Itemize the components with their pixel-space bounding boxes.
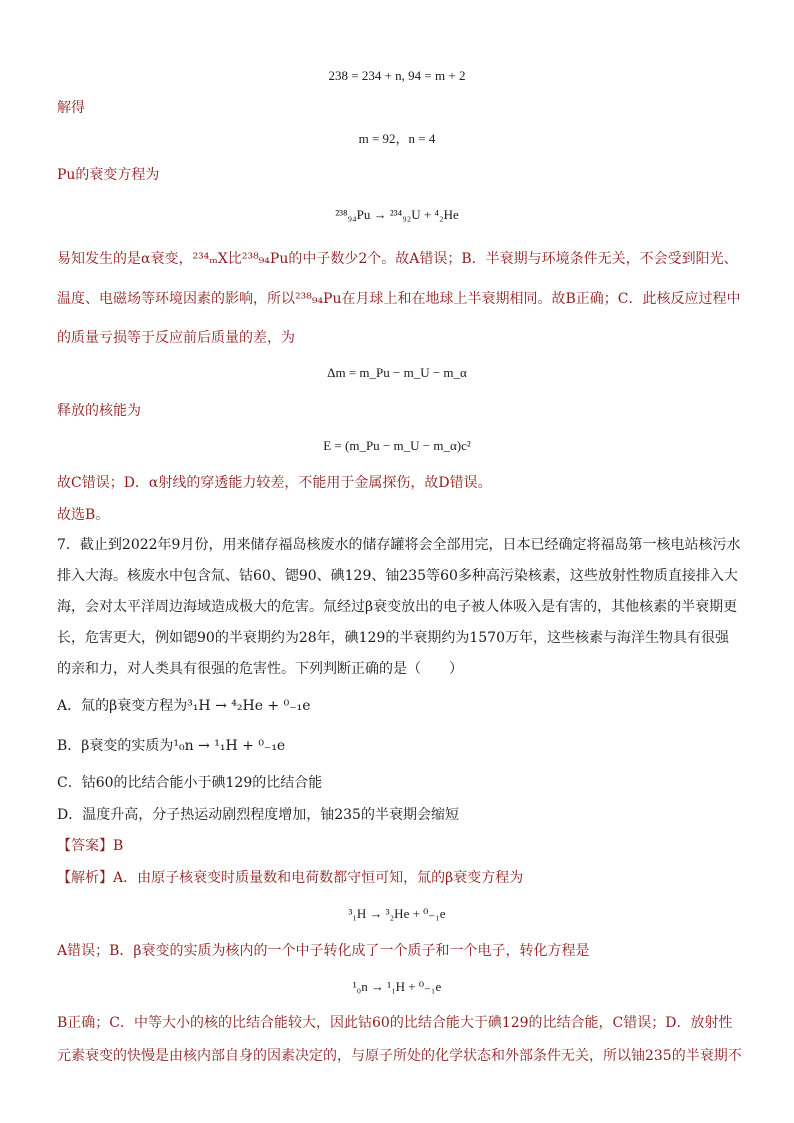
option-c: C．钴60的比结合能小于碘129的比结合能 bbox=[57, 775, 323, 791]
answer-label: 【答案】B bbox=[57, 838, 124, 854]
analysis-line-2: 温度、电磁场等环境因素的影响，所以²³⁸₉₄Pu在月球上和在地球上半衰期相同。故B正确；C．此核反应过程中 bbox=[57, 291, 741, 307]
analysis-choose-b: 故选B。 bbox=[57, 507, 110, 523]
analysis-d: 元素衰变的快慢是由核内部自身的因素决定的，与原子所处的化学状态和外部条件无关，所以铀235的半衰期不 bbox=[57, 1048, 742, 1064]
equation-m-n: m = 92，n = 4 bbox=[358, 131, 436, 146]
question-7-line-1: 7．截止到2022年9月份，用来储存福岛核废水的储存罐将会全部用完，日本已经确定将福岛第一核电站核污水 bbox=[57, 537, 741, 553]
equation-pu-decay: ²³⁸₉₄Pu → ²³⁴₉₂U + ⁴₂He bbox=[335, 207, 459, 222]
analysis-a: 【解析】A．由原子核衰变时质量数和电荷数都守恒可知，氚的β衰变方程为 bbox=[57, 870, 524, 886]
option-a: A．氚的β衰变方程为³₁H → ⁴₂He + ⁰₋₁e bbox=[57, 698, 311, 714]
analysis-line-3: 的质量亏损等于反应前后质量的差，为 bbox=[57, 330, 295, 346]
text-jiede: 解得 bbox=[57, 100, 85, 116]
question-7-line-5: 的亲和力，对人类具有很强的危害性。下列判断正确的是（ ） bbox=[57, 661, 463, 677]
equation-neutron-decay: ¹₀n → ¹₁H + ⁰₋₁e bbox=[352, 979, 442, 994]
text-release-energy: 释放的核能为 bbox=[57, 403, 141, 419]
question-7-line-4: 长，危害更大，例如锶90的半衰期约为28年，碘129的半衰期约为1570万年，这些核素与海洋生物具有很强 bbox=[57, 630, 729, 646]
option-d: D．温度升高，分子热运动剧烈程度增加，铀235的半衰期会缩短 bbox=[57, 807, 459, 823]
equation-tritium-decay: ³₁H → ³₂He + ⁰₋₁e bbox=[348, 906, 446, 921]
equation-mass-defect: Δm = m_Pu − m_U − m_α bbox=[327, 365, 467, 380]
analysis-b: A错误；B．β衰变的实质为核内的一个中子转化成了一个质子和一个电子，转化方程是 bbox=[57, 943, 590, 959]
question-7-line-3: 海，会对太平洋周边海域造成极大的危害。氚经过β衰变放出的电子被人体吸入是有害的，其他核素的半衰期更 bbox=[57, 599, 738, 615]
analysis-line-4: 故C错误；D．α射线的穿透能力较差，不能用于金属探伤，故D错误。 bbox=[57, 475, 492, 491]
equation-energy: E = (m_Pu − m_U − m_α)c² bbox=[323, 438, 471, 453]
equation-mass-charge: 238 = 234 + n, 94 = m + 2 bbox=[328, 68, 466, 83]
question-7-line-2: 排入大海。核废水中包含氚、钴60、锶90、碘129、铀235等60多种高污染核素，这些放射性物质直接排入大 bbox=[57, 568, 738, 584]
option-b: B．β衰变的实质为¹₀n → ¹₁H + ⁰₋₁e bbox=[57, 738, 286, 754]
analysis-c: B正确；C．中等大小的核的比结合能较大，因此钴60的比结合能大于碘129的比结合能，C错误；D．放射性 bbox=[57, 1015, 733, 1031]
text-pu-decay-intro: Pu的衰变方程为 bbox=[57, 167, 160, 183]
analysis-line-1: 易知发生的是α衰变，²³⁴ₘX比²³⁸₉₄Pu的中子数少2个。故A错误；B．半衰期与环境条件无关，不会受到阳光、 bbox=[57, 251, 738, 267]
